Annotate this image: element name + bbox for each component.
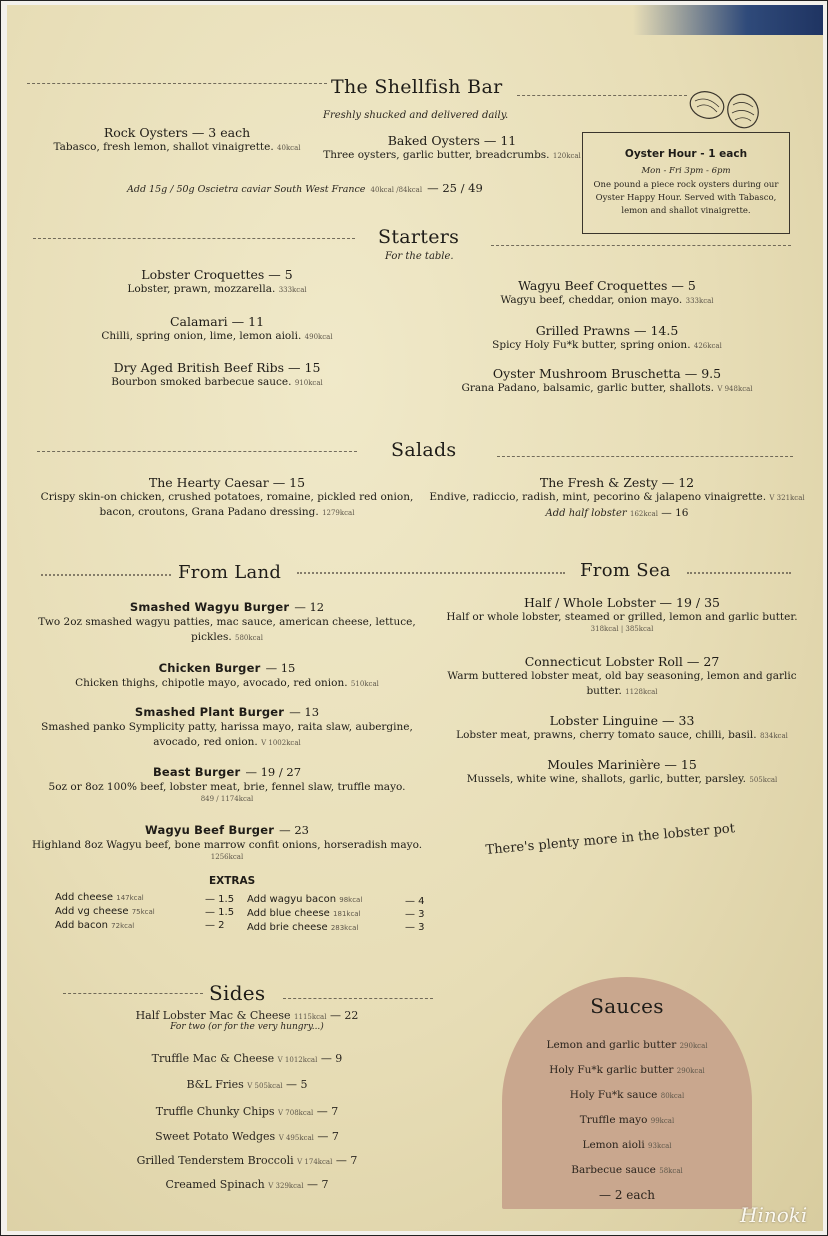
sea-item-kcal: 1128kcal bbox=[625, 688, 658, 696]
sauce-kcal: 290kcal bbox=[679, 1042, 708, 1050]
section-divider bbox=[491, 245, 791, 246]
land-item-price: — 19 / 27 bbox=[245, 765, 302, 779]
sauces-panel bbox=[502, 977, 752, 1209]
table-background bbox=[633, 5, 823, 35]
zesty-name: The Fresh & Zesty — 12 bbox=[539, 475, 695, 490]
starter-desc: Chilli, spring onion, lime, lemon aioli. bbox=[101, 330, 302, 342]
starter-desc: Grana Padano, balsamic, garlic butter, shallots. bbox=[461, 382, 714, 394]
extra-kcal: 283kcal bbox=[330, 924, 359, 932]
land-item-name: Chicken Burger bbox=[158, 661, 261, 675]
sea-item-desc: Lobster meat, prawns, cherry tomato sauce, chilli, basil. bbox=[456, 729, 757, 741]
section-divider bbox=[27, 83, 327, 84]
baked-oysters-kcal: 120kcal bbox=[552, 152, 581, 160]
sauce-name: Barbecue sauce bbox=[571, 1164, 656, 1176]
starter-name: Lobster Croquettes — 5 bbox=[141, 267, 293, 282]
side-name: Creamed Spinach bbox=[165, 1178, 265, 1191]
menu-page bbox=[7, 5, 823, 1231]
caesar-desc-2: bacon, croutons, Grana Padano dressing. bbox=[99, 506, 319, 518]
extra-price: — 3 bbox=[405, 922, 425, 933]
rock-oysters-desc: Tabasco, fresh lemon, shallot vinaigrette. bbox=[53, 141, 274, 153]
sauce-kcal: 290kcal bbox=[676, 1067, 705, 1075]
land-item-desc: Highland 8oz Wagyu beef, bone marrow confit onions, horseradish mayo. bbox=[31, 839, 423, 851]
sea-item-kcal: 318kcal | 385kcal bbox=[590, 625, 654, 633]
extra-name: Add brie cheese bbox=[247, 922, 328, 933]
side-kcal: V 495kcal bbox=[278, 1134, 314, 1142]
extra-name: Add blue cheese bbox=[247, 908, 330, 919]
starters-subtitle: For the table. bbox=[385, 251, 454, 262]
side-kcal: V 174kcal bbox=[297, 1158, 333, 1166]
land-item-name: Smashed Wagyu Burger bbox=[129, 600, 290, 614]
sea-item-name: Lobster Linguine — 33 bbox=[549, 713, 695, 728]
shellfish-title: The Shellfish Bar bbox=[331, 76, 503, 98]
rock-oysters-title: Rock Oysters — 3 each bbox=[103, 125, 251, 140]
land-item-kcal: 849 / 1174kcal bbox=[200, 795, 254, 803]
sea-item-kcal: 834kcal bbox=[759, 732, 788, 740]
zesty-add: Add half lobster bbox=[545, 508, 627, 519]
sea-item-name: Half / Whole Lobster — 19 / 35 bbox=[524, 595, 720, 610]
sea-item-desc: Warm buttered lobster meat, old bay seasoning, lemon and garlic bbox=[447, 670, 797, 682]
side-price: — 7 bbox=[335, 1154, 358, 1167]
sea-item-desc: Mussels, white wine, shallots, garlic, butter, parsley. bbox=[466, 773, 747, 785]
oyster-hour-time: Mon - Fri 3pm - 6pm bbox=[641, 166, 731, 176]
side-name: Truffle Chunky Chips bbox=[155, 1105, 275, 1118]
side-name: Half Lobster Mac & Cheese bbox=[135, 1009, 291, 1022]
caesar-name: The Hearty Caesar — 15 bbox=[148, 475, 306, 490]
caviar-text: Add 15g / 50g Oscietra caviar South West France bbox=[127, 184, 366, 195]
starter-desc: Lobster, prawn, mozzarella. bbox=[127, 283, 276, 295]
starter-name: Oyster Mushroom Bruschetta — 9.5 bbox=[492, 366, 722, 381]
sea-item-kcal: 505kcal bbox=[749, 776, 778, 784]
sauce-name: Holy Fu*k garlic butter bbox=[549, 1064, 674, 1076]
sauce-kcal: 58kcal bbox=[659, 1167, 683, 1175]
extra-kcal: 181kcal bbox=[333, 910, 361, 918]
watermark-signature: Hinoki bbox=[740, 1203, 808, 1227]
side-kcal: V 1012kcal bbox=[277, 1056, 318, 1064]
sauce-name: Holy Fu*k sauce bbox=[569, 1089, 658, 1101]
land-item-desc: Smashed panko Symplicity patty, harissa mayo, raita slaw, aubergine, bbox=[41, 721, 413, 733]
sauces-price: — 2 each bbox=[599, 1188, 655, 1202]
starter-desc: Bourbon smoked barbecue sauce. bbox=[111, 376, 292, 388]
land-item-price: — 13 bbox=[289, 705, 320, 719]
side-kcal: V 505kcal bbox=[247, 1082, 283, 1090]
extra-name: Add vg cheese bbox=[55, 906, 129, 917]
land-item-kcal: 1256kcal bbox=[210, 853, 244, 861]
zesty-add-kcal: 162kcal bbox=[630, 510, 658, 518]
side-kcal: V 329kcal bbox=[268, 1182, 304, 1190]
extras-row bbox=[55, 891, 155, 905]
oyster-shells-icon bbox=[687, 85, 767, 131]
sauce-name: Lemon and garlic butter bbox=[546, 1039, 677, 1051]
zesty-add-price: — 16 bbox=[661, 507, 689, 519]
caviar-price: — 25 / 49 bbox=[427, 181, 483, 195]
section-divider bbox=[37, 451, 357, 452]
section-divider bbox=[63, 993, 203, 994]
baked-oysters-title: Baked Oysters — 11 bbox=[387, 133, 517, 148]
sides-title: Sides bbox=[209, 981, 266, 1005]
side-name: Sweet Potato Wedges bbox=[155, 1130, 276, 1143]
land-item-desc: Chicken thighs, chipotle mayo, avocado, red onion. bbox=[75, 677, 348, 689]
land-item-kcal: V 1002kcal bbox=[261, 739, 301, 747]
extra-kcal: 98kcal bbox=[339, 896, 363, 904]
zesty-kcal: V 321kcal bbox=[769, 494, 805, 502]
oyster-hour-title: Oyster Hour - 1 each bbox=[624, 148, 748, 160]
land-item-name: Wagyu Beef Burger bbox=[145, 823, 275, 837]
extras-row bbox=[55, 905, 155, 919]
land-item-desc: avocado, red onion. bbox=[153, 736, 258, 748]
land-item-price: — 15 bbox=[265, 661, 296, 675]
extra-kcal: 147kcal bbox=[116, 894, 144, 902]
land-item-desc: Two 2oz smashed wagyu patties, mac sauce, american cheese, lettuce, bbox=[38, 616, 416, 628]
extras-title: EXTRAS bbox=[209, 875, 256, 887]
starter-name: Calamari — 11 bbox=[169, 314, 265, 329]
baked-oysters-desc: Three oysters, garlic butter, breadcrumbs. bbox=[323, 149, 550, 161]
starter-name: Dry Aged British Beef Ribs — 15 bbox=[113, 360, 321, 375]
extra-price: — 1.5 bbox=[205, 907, 235, 918]
starter-kcal: 426kcal bbox=[693, 342, 722, 350]
sauces-title: Sauces bbox=[590, 994, 664, 1018]
side-price: — 7 bbox=[316, 1105, 339, 1118]
extra-kcal: 75kcal bbox=[131, 908, 155, 916]
section-divider bbox=[297, 572, 565, 578]
land-item-desc: pickles. bbox=[191, 631, 232, 643]
sea-item-name: Moules Marinière — 15 bbox=[547, 757, 697, 772]
land-item-desc: 5oz or 8oz 100% beef, lobster meat, brie, fennel slaw, truffle mayo. bbox=[48, 781, 406, 793]
starter-kcal: V 948kcal bbox=[717, 385, 753, 393]
section-divider bbox=[687, 572, 791, 578]
extra-price: — 3 bbox=[405, 909, 425, 920]
side-kcal: 1115kcal bbox=[294, 1013, 327, 1021]
extra-name: Add bacon bbox=[55, 920, 108, 931]
sauce-kcal: 93kcal bbox=[648, 1142, 672, 1150]
starter-name: Grilled Prawns — 14.5 bbox=[535, 323, 679, 338]
land-item-kcal: 580kcal bbox=[235, 634, 263, 642]
sauce-kcal: 80kcal bbox=[660, 1092, 685, 1100]
extra-price: — 1.5 bbox=[205, 894, 235, 905]
section-divider bbox=[283, 998, 433, 999]
side-name: B&L Fries bbox=[186, 1078, 244, 1091]
oyster-hour-box bbox=[582, 132, 790, 234]
oyster-hour-desc-3: lemon and shallot vinaigrette. bbox=[621, 206, 751, 216]
sea-item-name: Connecticut Lobster Roll — 27 bbox=[524, 654, 720, 669]
sea-item-desc: Half or whole lobster, steamed or grilled, lemon and garlic butter. bbox=[446, 611, 798, 623]
section-divider bbox=[33, 238, 355, 239]
sauce-kcal: 99kcal bbox=[650, 1117, 675, 1125]
starter-kcal: 910kcal bbox=[294, 379, 323, 387]
land-item-name: Smashed Plant Burger bbox=[134, 705, 285, 719]
side-kcal: V 708kcal bbox=[278, 1109, 314, 1117]
sea-item-desc: butter. bbox=[586, 685, 622, 697]
sauce-name: Truffle mayo bbox=[579, 1114, 648, 1126]
extra-name: Add wagyu bacon bbox=[247, 894, 337, 905]
rock-oysters-kcal: 40kcal bbox=[277, 144, 301, 152]
extra-price: — 4 bbox=[405, 896, 425, 907]
extras-row bbox=[55, 919, 155, 933]
caviar-kcal: 40kcal /84kcal bbox=[370, 186, 423, 194]
starters-title: Starters bbox=[378, 226, 460, 248]
section-divider bbox=[517, 95, 687, 96]
extra-price: — 2 bbox=[205, 920, 225, 931]
land-item-price: — 23 bbox=[279, 823, 309, 837]
side-price: — 7 bbox=[317, 1130, 339, 1143]
side-name: Grilled Tenderstem Broccoli bbox=[136, 1154, 294, 1167]
side-price: — 22 bbox=[329, 1009, 359, 1022]
oyster-hour-desc-1: One pound a piece rock oysters during our bbox=[593, 180, 779, 190]
starter-name: Wagyu Beef Croquettes — 5 bbox=[518, 278, 696, 293]
side-note: For two (or for the very hungry...) bbox=[170, 1022, 324, 1032]
shellfish-subtitle: Freshly shucked and delivered daily. bbox=[323, 110, 509, 121]
land-item-kcal: 510kcal bbox=[350, 680, 379, 688]
caesar-desc-1: Crispy skin-on chicken, crushed potatoes, romaine, pickled red onion, bbox=[40, 491, 414, 503]
starter-kcal: 333kcal bbox=[685, 297, 714, 305]
zesty-desc: Endive, radiccio, radish, mint, pecorino & jalapeno vinaigrette. bbox=[429, 491, 767, 503]
side-price: — 5 bbox=[285, 1078, 308, 1091]
caesar-kcal: 1279kcal bbox=[322, 509, 355, 517]
side-price: — 7 bbox=[306, 1178, 329, 1191]
section-divider bbox=[497, 456, 793, 457]
land-title: From Land bbox=[178, 562, 282, 583]
salads-title: Salads bbox=[391, 439, 457, 461]
side-name: Truffle Mac & Cheese bbox=[151, 1052, 275, 1065]
extra-kcal: 72kcal bbox=[111, 922, 135, 930]
extra-name: Add cheese bbox=[55, 892, 114, 903]
oyster-hour-desc-2: Oyster Happy Hour. Served with Tabasco, bbox=[595, 193, 777, 203]
starter-desc: Spicy Holy Fu*k butter, spring onion. bbox=[492, 339, 691, 351]
land-item-price: — 12 bbox=[294, 600, 325, 614]
sauce-name: Lemon aioli bbox=[582, 1139, 645, 1151]
land-item-name: Beast Burger bbox=[152, 765, 241, 779]
section-divider bbox=[41, 574, 171, 580]
starter-kcal: 333kcal bbox=[278, 286, 307, 294]
sea-tagline: There's plenty more in the lobster pot bbox=[485, 821, 736, 858]
side-price: — 9 bbox=[320, 1052, 343, 1065]
starter-kcal: 490kcal bbox=[304, 333, 333, 341]
starter-desc: Wagyu beef, cheddar, onion mayo. bbox=[500, 294, 683, 306]
sea-title: From Sea bbox=[580, 560, 671, 581]
